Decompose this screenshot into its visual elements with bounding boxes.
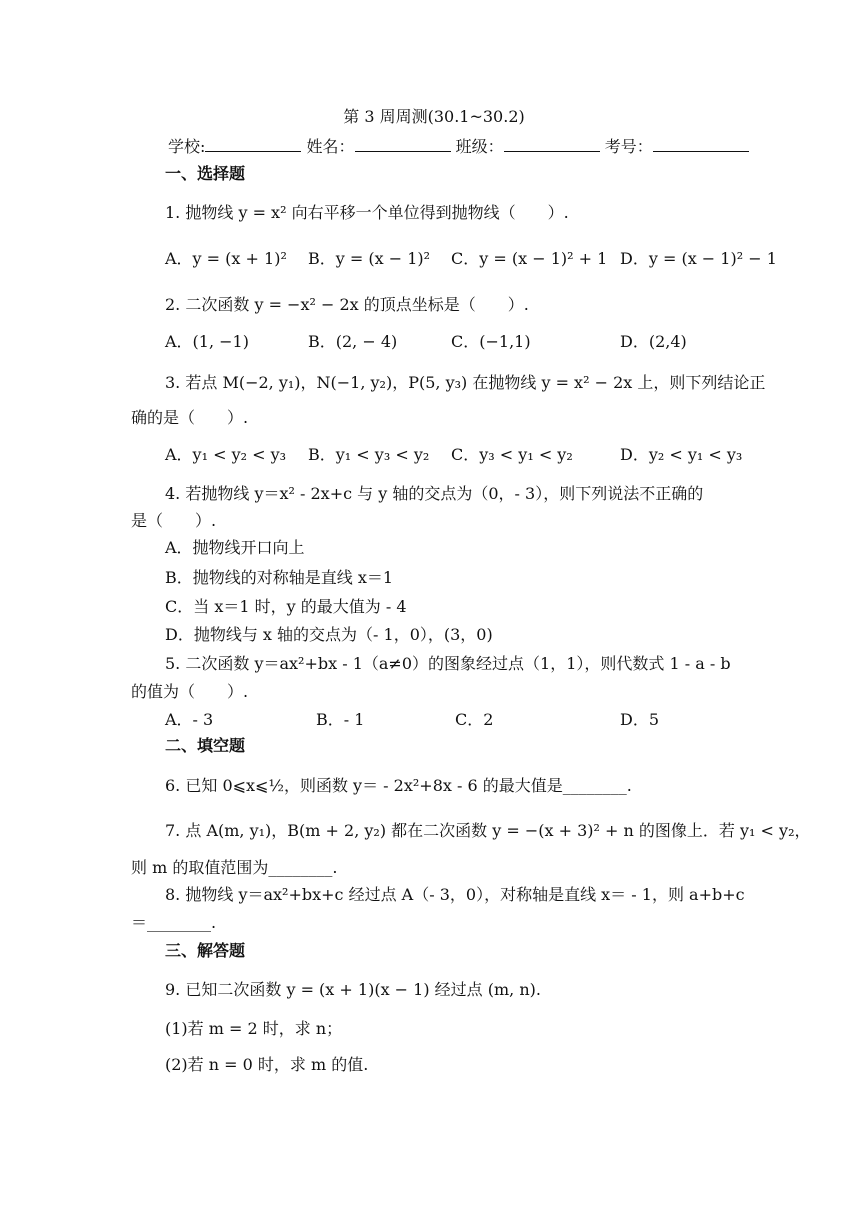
question-6: 6. 已知 0⩽x⩽½，则函数 y＝ ‐ 2x²+8x ‐ 6 的最大值是________. — [165, 776, 632, 795]
question-5-option-d: D．5 — [620, 710, 660, 729]
question-4-stem-line1: 4. 若抛物线 y＝x² ‐ 2x+c 与 y 轴的交点为（0，‐ 3），则下列说法不正确的 — [165, 484, 704, 503]
question-1-option-d: D．y = (x − 1)² − 1 — [620, 249, 777, 268]
name-blank[interactable] — [355, 135, 451, 152]
question-5-option-b: B．‐ 1 — [316, 710, 365, 729]
class-label: 班级： — [455, 137, 504, 156]
question-9-part-2: (2)若 n = 0 时，求 m 的值. — [165, 1055, 369, 1074]
question-1-stem: 1. 抛物线 y = x² 向右平移一个单位得到抛物线（ ）. — [165, 203, 569, 222]
school-label: 学校: — [168, 137, 206, 156]
number-blank[interactable] — [653, 135, 749, 152]
question-2-option-a: A．(1, −1) — [165, 332, 249, 351]
question-1-option-a: A．y = (x + 1)² — [165, 249, 287, 268]
question-5-option-c: C．2 — [455, 710, 494, 729]
page-title: 第 3 周周测(30.1~30.2) — [343, 107, 525, 126]
section-heading-choice: 一、选择题 — [165, 164, 246, 183]
class-blank[interactable] — [504, 135, 600, 152]
student-info-row — [168, 135, 749, 158]
question-5-stem-line2: 的值为（ ）. — [131, 682, 249, 701]
question-3-option-b: B．y₁ < y₃ < y₂ — [308, 445, 430, 464]
question-2-option-d: D．(2,4) — [620, 332, 687, 351]
section-heading-fill: 二、填空题 — [165, 736, 246, 755]
question-5-stem-line1: 5. 二次函数 y＝ax²+bx ‐ 1（a≠0）的图象经过点（1，1），则代数式 1 ‐ a ‐ b — [165, 654, 731, 673]
question-3-option-d: D．y₂ < y₁ < y₃ — [620, 445, 743, 464]
question-9-stem: 9. 已知二次函数 y = (x + 1)(x − 1) 经过点 (m, n). — [165, 980, 541, 999]
question-1-option-b: B．y = (x − 1)² — [308, 249, 431, 268]
question-8-stem-line1: 8. 抛物线 y＝ax²+bx+c 经过点 A（‐ 3，0），对称轴是直线 x＝ ‐ 1，则 a+b+c — [165, 885, 745, 904]
question-9-part-1: (1)若 m = 2 时，求 n； — [165, 1019, 343, 1038]
question-7-stem-line1: 7. 点 A(m, y₁)，B(m + 2, y₂) 都在二次函数 y = −(x + 3)² + n 的图像上．若 y₁ < y₂， — [165, 821, 811, 840]
question-7-stem-line2: 则 m 的取值范围为________. — [131, 858, 338, 877]
question-2-option-b: B．(2, − 4) — [308, 332, 398, 351]
name-label: 姓名： — [306, 137, 355, 156]
question-3-option-c: C．y₃ < y₁ < y₂ — [451, 445, 573, 464]
question-2-option-c: C．(−1,1) — [451, 332, 531, 351]
question-3-option-a: A．y₁ < y₂ < y₃ — [165, 445, 287, 464]
section-heading-solve: 三、解答题 — [165, 941, 246, 960]
question-5-option-a: A．‐ 3 — [165, 710, 214, 729]
question-4-option-d: D．抛物线与 x 轴的交点为（‐ 1，0），(3，0) — [165, 625, 493, 644]
question-4-option-b: B．抛物线的对称轴是直线 x＝1 — [165, 568, 394, 587]
question-2-stem: 2. 二次函数 y = −x² − 2x 的顶点坐标是（ ）. — [165, 295, 529, 314]
question-4-stem-line2: 是（ ）. — [131, 511, 217, 530]
question-8-stem-line2: ＝________. — [131, 913, 217, 932]
question-3-stem-line1: 3. 若点 M(−2, y₁)，N(−1, y₂)，P(5, y₃) 在抛物线 y = x² − 2x 上，则下列结论正 — [165, 373, 766, 392]
question-1-option-c: C．y = (x − 1)² + 1 — [451, 249, 608, 268]
question-4-option-a: A．抛物线开口向上 — [165, 538, 305, 557]
number-label: 考号： — [604, 137, 653, 156]
school-blank[interactable] — [205, 135, 301, 152]
question-4-option-c: C．当 x＝1 时，y 的最大值为 ‐ 4 — [165, 597, 407, 616]
question-3-stem-line2: 确的是（ ）. — [131, 408, 249, 427]
